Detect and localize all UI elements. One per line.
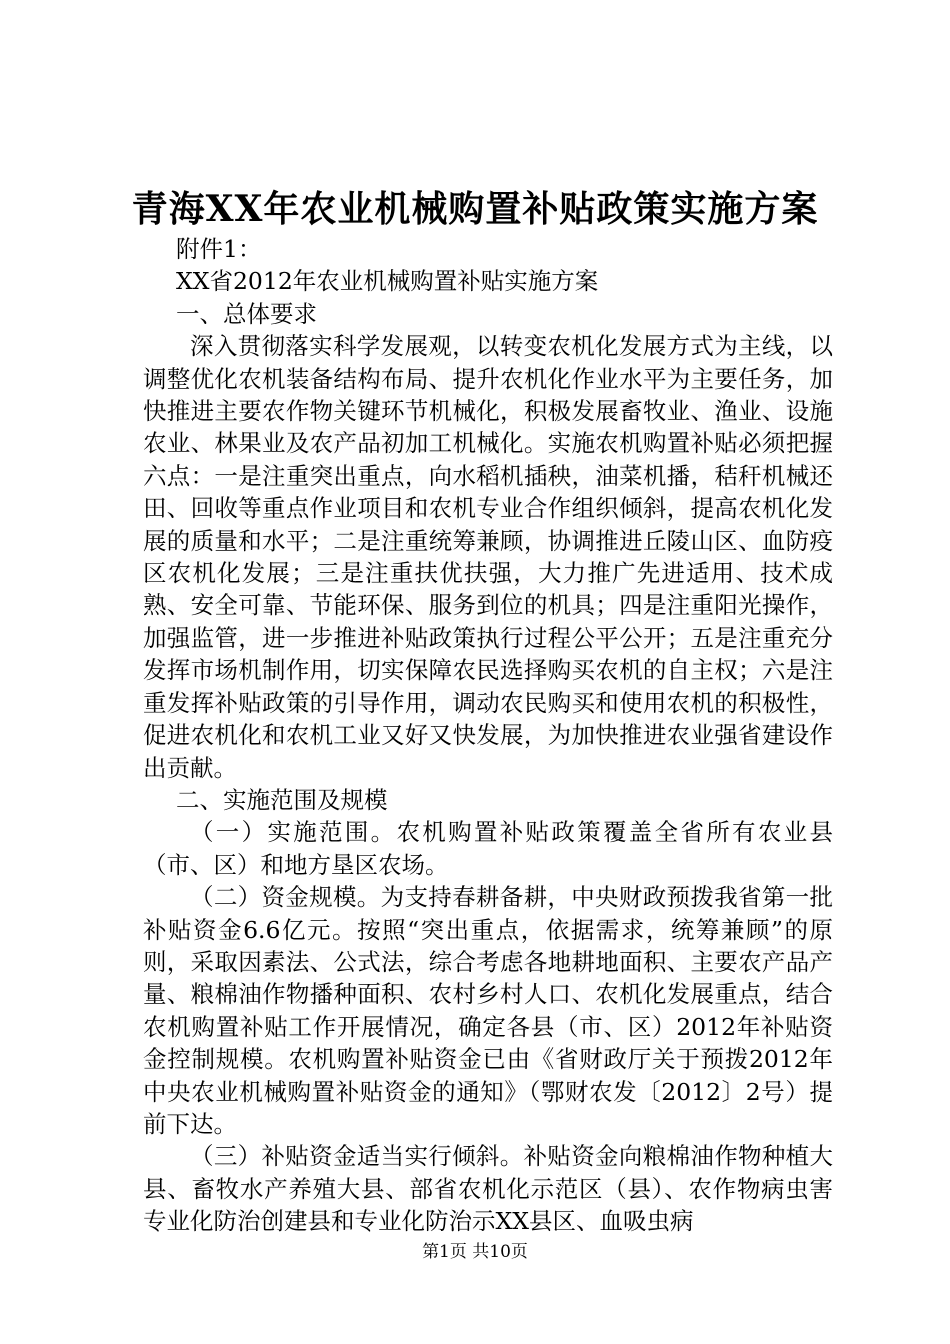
attachment-label: 附件1： <box>176 235 262 263</box>
document-body <box>143 233 833 1238</box>
section-2-heading: 二、实施范围及规模 <box>176 785 388 814</box>
document-title: 青海XX年农业机械购置补贴政策实施方案 <box>131 188 819 230</box>
document-subtitle: XX省2012年农业机械购置补贴实施方案 <box>176 267 599 296</box>
section-2-item-2: （二）资金规模。为支持春耕备耕，中央财政预拨我省第一批补贴资金6.6亿元。按照“突出重点，依据需求，统筹兼顾”的原则，采取因素法、公式法，综合考虑各地耕地面积、主要农产品产量、粮棉油作物播种面积、农村乡村人口、农机化发展重点，结合农机购置补贴工作开展情况，确定各县（市、区）2012年补贴资金控制规模。农机购置补贴资金已由《省财政厅关于预拨2012年中央农业机械购置补贴资金的通知》（鄂财农发〔2012〕2号）提前下达。 <box>143 883 833 1138</box>
page-number-footer: 第1页 共10页 <box>422 1242 528 1262</box>
section-2-item-3: （三）补贴资金适当实行倾斜。补贴资金向粮棉油作物种植大县、畜牧水产养殖大县、部省农机化示范区（县）、农作物病虫害专业化防治创建县和专业化防治示XX县区、血吸虫病 <box>143 1142 833 1236</box>
section-1-heading: 一、总体要求 <box>176 299 317 328</box>
section-1-paragraph: 深入贯彻落实科学发展观，以转变农机化发展方式为主线，以调整优化农机装备结构布局、提升农机化作业水平为主要任务，加快推进主要农作物关键环节机械化，积极发展畜牧业、渔业、设施农业、林果业及农产品初加工机械化。实施农机购置补贴必须把握六点：一是注重突出重点，向水稻机插秧，油菜机播，秸秆机械还田、回收等重点作业项目和农机专业合作组织倾斜，提高农机化发展的质量和水平；二是注重统筹兼顾，协调推进丘陵山区、血防疫区农机化发展；三是注重扶优扶强，大力推广先进适用、技术成熟、安全可靠、节能环保、服务到位的机具；四是注重阳光操作，加强监管，进一步推进补贴政策执行过程公平公开；五是注重充分发挥市场机制作用，切实保障农民选择购买农机的自主权；六是注重发挥补贴政策的引导作用，调动农民购买和使用农机的积极性，促进农机化和农机工业又好又快发展，为加快推进农业强省建设作出贡献。 <box>143 332 833 782</box>
section-2-item-1: （一）实施范围。农机购置补贴政策覆盖全省所有农业县（市、区）和地方垦区农场。 <box>143 818 833 879</box>
